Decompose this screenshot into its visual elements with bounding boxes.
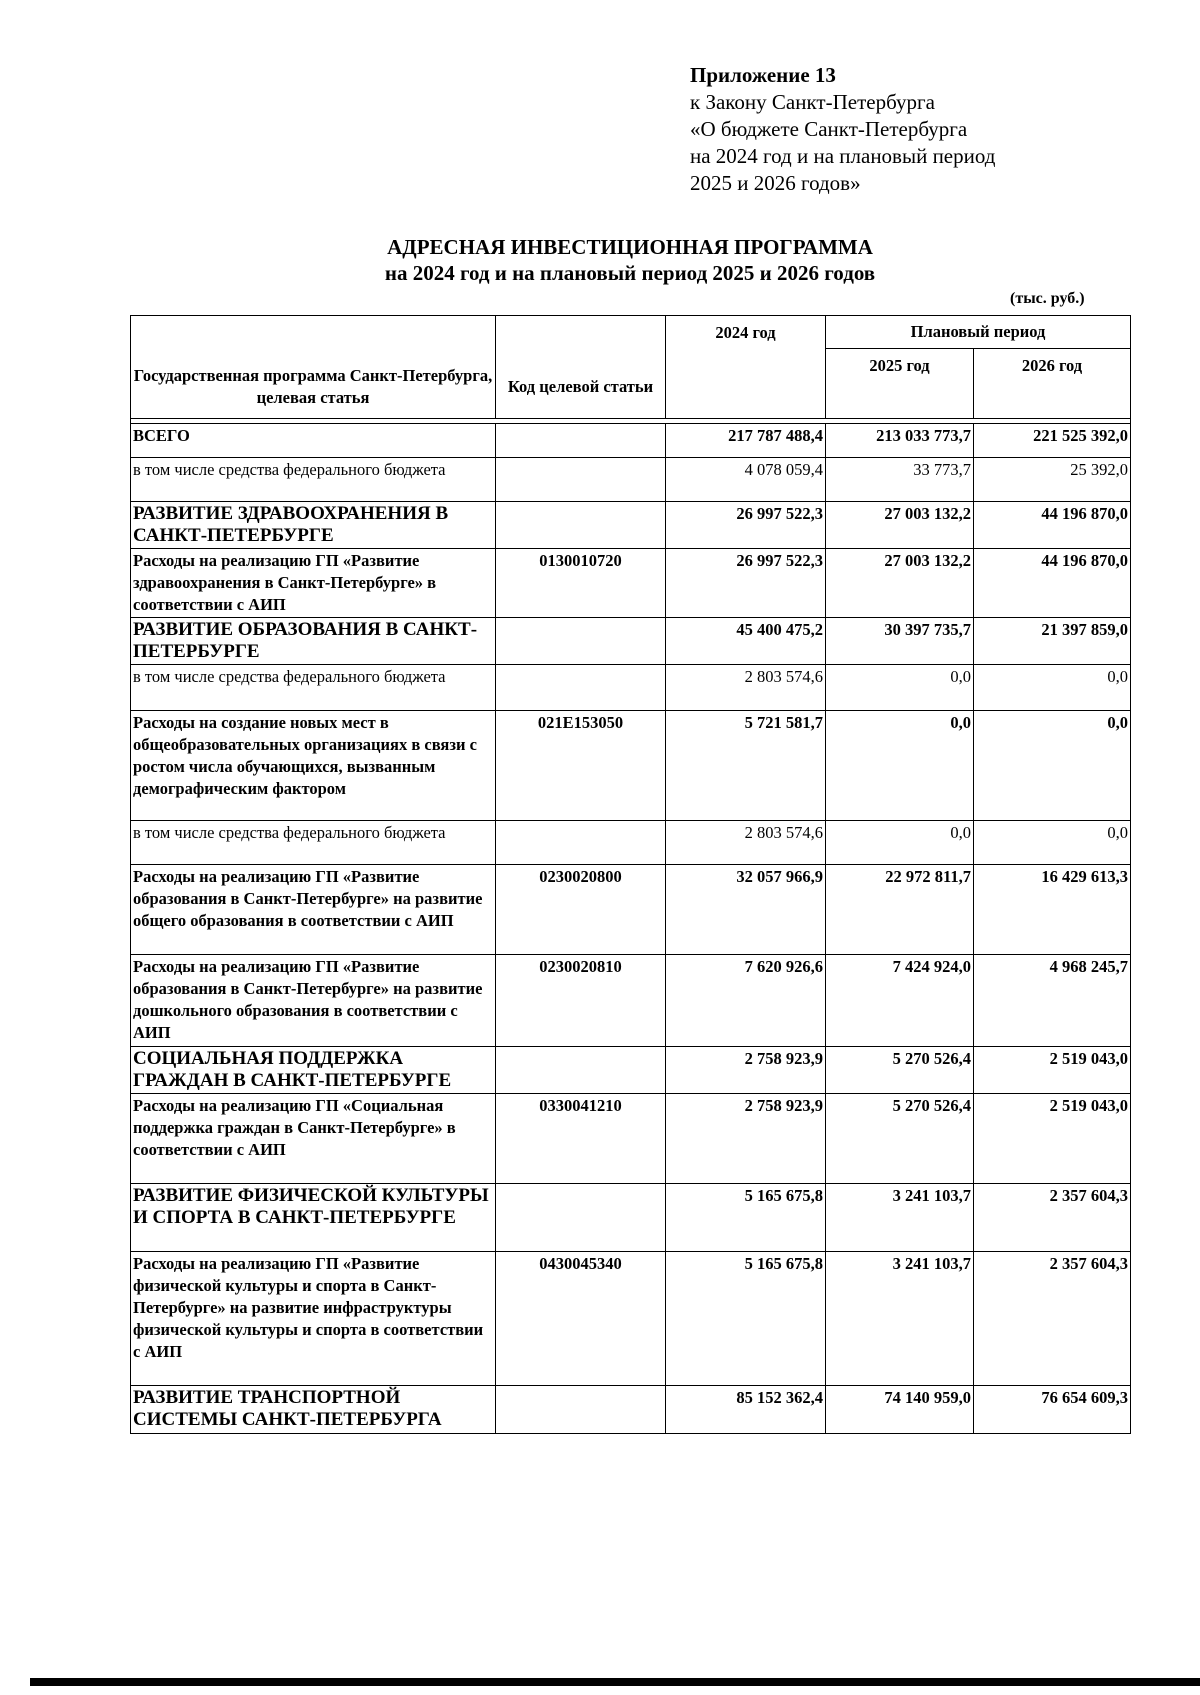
row-value-2026: 0,0 — [974, 711, 1131, 821]
header-code: Код целевой статьи — [496, 316, 666, 419]
row-value-2025: 0,0 — [826, 711, 974, 821]
row-code — [496, 821, 666, 865]
row-value-2024: 26 997 522,3 — [666, 549, 826, 618]
table-row — [131, 618, 1131, 665]
row-value-2026: 2 357 604,3 — [974, 1184, 1131, 1252]
table-row — [131, 1094, 1131, 1184]
row-code — [496, 1386, 666, 1434]
appendix-title: Приложение 13 — [690, 63, 836, 87]
row-value-2024: 2 803 574,6 — [666, 665, 826, 711]
table-row — [131, 549, 1131, 618]
appendix-block — [690, 62, 995, 197]
row-code: 0130010720 — [496, 549, 666, 618]
row-name: в том числе средства федерального бюджета — [131, 821, 496, 865]
row-value-2025: 0,0 — [826, 821, 974, 865]
row-name: Расходы на реализацию ГП «Развитие образования в Санкт-Петербурге» на развитие общего образования в соответствии с АИП — [131, 865, 496, 955]
document-subtitle: на 2024 год и на плановый период 2025 и 2026 годов — [384, 261, 876, 285]
row-code — [496, 618, 666, 665]
document-title-block — [340, 234, 920, 286]
row-value-2026: 4 968 245,7 — [974, 955, 1131, 1047]
row-code — [496, 502, 666, 549]
header-row — [131, 316, 1131, 349]
appendix-line: на 2024 год и на плановый период — [690, 144, 996, 168]
table-row — [131, 1252, 1131, 1386]
row-code: 0430045340 — [496, 1252, 666, 1386]
header-planned-period: Плановый период — [826, 316, 1131, 349]
row-name: РАЗВИТИЕ ОБРАЗОВАНИЯ В САНКТ-ПЕТЕРБУРГЕ — [131, 618, 496, 665]
row-value-2025: 33 773,7 — [826, 458, 974, 502]
row-value-2025: 5 270 526,4 — [826, 1047, 974, 1094]
row-value-2025: 3 241 103,7 — [826, 1252, 974, 1386]
row-value-2026: 2 519 043,0 — [974, 1094, 1131, 1184]
row-value-2024: 85 152 362,4 — [666, 1386, 826, 1434]
row-value-2025: 7 424 924,0 — [826, 955, 974, 1047]
row-value-2025: 5 270 526,4 — [826, 1094, 974, 1184]
document-title: АДРЕСНАЯ ИНВЕСТИЦИОННАЯ ПРОГРАММА — [387, 235, 873, 259]
table-row — [131, 1386, 1131, 1434]
row-name: Расходы на реализацию ГП «Социальная поддержка граждан в Санкт-Петербурге» в соответствии с АИП — [131, 1094, 496, 1184]
row-code — [496, 424, 666, 458]
row-value-2026: 44 196 870,0 — [974, 502, 1131, 549]
row-name: Расходы на реализацию ГП «Развитие физической культуры и спорта в Санкт-Петербурге» на развитие инфраструктуры физической культуры и спорта в соответствии с АИП — [131, 1252, 496, 1386]
header-2026: 2026 год — [974, 349, 1131, 419]
row-value-2026: 21 397 859,0 — [974, 618, 1131, 665]
row-value-2025: 0,0 — [826, 665, 974, 711]
row-name: в том числе средства федерального бюджета — [131, 665, 496, 711]
table-row — [131, 955, 1131, 1047]
row-name: Расходы на создание новых мест в общеобразовательных организациях в связи с ростом числа обучающихся, вызванным демографическим фактором — [131, 711, 496, 821]
row-value-2026: 2 357 604,3 — [974, 1252, 1131, 1386]
table-row — [131, 1184, 1131, 1252]
header-2025: 2025 год — [826, 349, 974, 419]
row-code: 0230020800 — [496, 865, 666, 955]
table-row — [131, 821, 1131, 865]
row-value-2026: 44 196 870,0 — [974, 549, 1131, 618]
row-value-2025: 22 972 811,7 — [826, 865, 974, 955]
row-value-2024: 2 803 574,6 — [666, 821, 826, 865]
row-value-2024: 2 758 923,9 — [666, 1094, 826, 1184]
row-value-2025: 27 003 132,2 — [826, 549, 974, 618]
appendix-line: «О бюджете Санкт-Петербурга — [690, 117, 968, 141]
row-name: СОЦИАЛЬНАЯ ПОДДЕРЖКА ГРАЖДАН В САНКТ-ПЕТЕРБУРГЕ — [131, 1047, 496, 1094]
row-value-2026: 2 519 043,0 — [974, 1047, 1131, 1094]
row-value-2024: 5 165 675,8 — [666, 1184, 826, 1252]
row-name: РАЗВИТИЕ ТРАНСПОРТНОЙ СИСТЕМЫ САНКТ-ПЕТЕРБУРГА — [131, 1386, 496, 1434]
table-row — [131, 865, 1131, 955]
row-name: Расходы на реализацию ГП «Развитие здравоохранения в Санкт-Петербурге» в соответствии с АИП — [131, 549, 496, 618]
investment-table — [130, 315, 1131, 1434]
row-value-2025: 3 241 103,7 — [826, 1184, 974, 1252]
table-row — [131, 502, 1131, 549]
row-name: РАЗВИТИЕ ЗДРАВООХРАНЕНИЯ В САНКТ-ПЕТЕРБУРГЕ — [131, 502, 496, 549]
row-name: ВСЕГО — [131, 424, 496, 458]
row-code — [496, 1184, 666, 1252]
row-value-2024: 5 721 581,7 — [666, 711, 826, 821]
row-value-2026: 25 392,0 — [974, 458, 1131, 502]
appendix-line: 2025 и 2026 годов» — [690, 171, 861, 195]
row-value-2025: 213 033 773,7 — [826, 424, 974, 458]
row-code — [496, 458, 666, 502]
table-row — [131, 665, 1131, 711]
header-2024: 2024 год — [666, 316, 826, 419]
scan-edge-bar — [30, 1678, 1200, 1686]
row-value-2024: 5 165 675,8 — [666, 1252, 826, 1386]
row-value-2025: 74 140 959,0 — [826, 1386, 974, 1434]
row-code — [496, 665, 666, 711]
row-name: в том числе средства федерального бюджета — [131, 458, 496, 502]
row-code: 0330041210 — [496, 1094, 666, 1184]
table-row — [131, 711, 1131, 821]
row-code — [496, 1047, 666, 1094]
row-value-2026: 221 525 392,0 — [974, 424, 1131, 458]
row-value-2025: 27 003 132,2 — [826, 502, 974, 549]
row-value-2026: 16 429 613,3 — [974, 865, 1131, 955]
unit-label: (тыс. руб.) — [1010, 290, 1085, 307]
header-program: Государственная программа Санкт-Петербурга, целевая статья — [131, 316, 496, 419]
table-row — [131, 1047, 1131, 1094]
row-value-2026: 0,0 — [974, 821, 1131, 865]
row-value-2024: 32 057 966,9 — [666, 865, 826, 955]
appendix-line: к Закону Санкт-Петербурга — [690, 90, 935, 114]
row-name: Расходы на реализацию ГП «Развитие образования в Санкт-Петербурге» на развитие дошкольного образования в соответствии с АИП — [131, 955, 496, 1047]
row-value-2024: 4 078 059,4 — [666, 458, 826, 502]
row-value-2024: 2 758 923,9 — [666, 1047, 826, 1094]
row-value-2025: 30 397 735,7 — [826, 618, 974, 665]
row-code: 0230020810 — [496, 955, 666, 1047]
row-value-2026: 76 654 609,3 — [974, 1386, 1131, 1434]
row-value-2026: 0,0 — [974, 665, 1131, 711]
row-value-2024: 45 400 475,2 — [666, 618, 826, 665]
table-row — [131, 458, 1131, 502]
row-name: РАЗВИТИЕ ФИЗИЧЕСКОЙ КУЛЬТУРЫ И СПОРТА В САНКТ-ПЕТЕРБУРГЕ — [131, 1184, 496, 1252]
row-code: 021Е153050 — [496, 711, 666, 821]
row-value-2024: 217 787 488,4 — [666, 424, 826, 458]
row-value-2024: 7 620 926,6 — [666, 955, 826, 1047]
table-row — [131, 424, 1131, 458]
row-value-2024: 26 997 522,3 — [666, 502, 826, 549]
